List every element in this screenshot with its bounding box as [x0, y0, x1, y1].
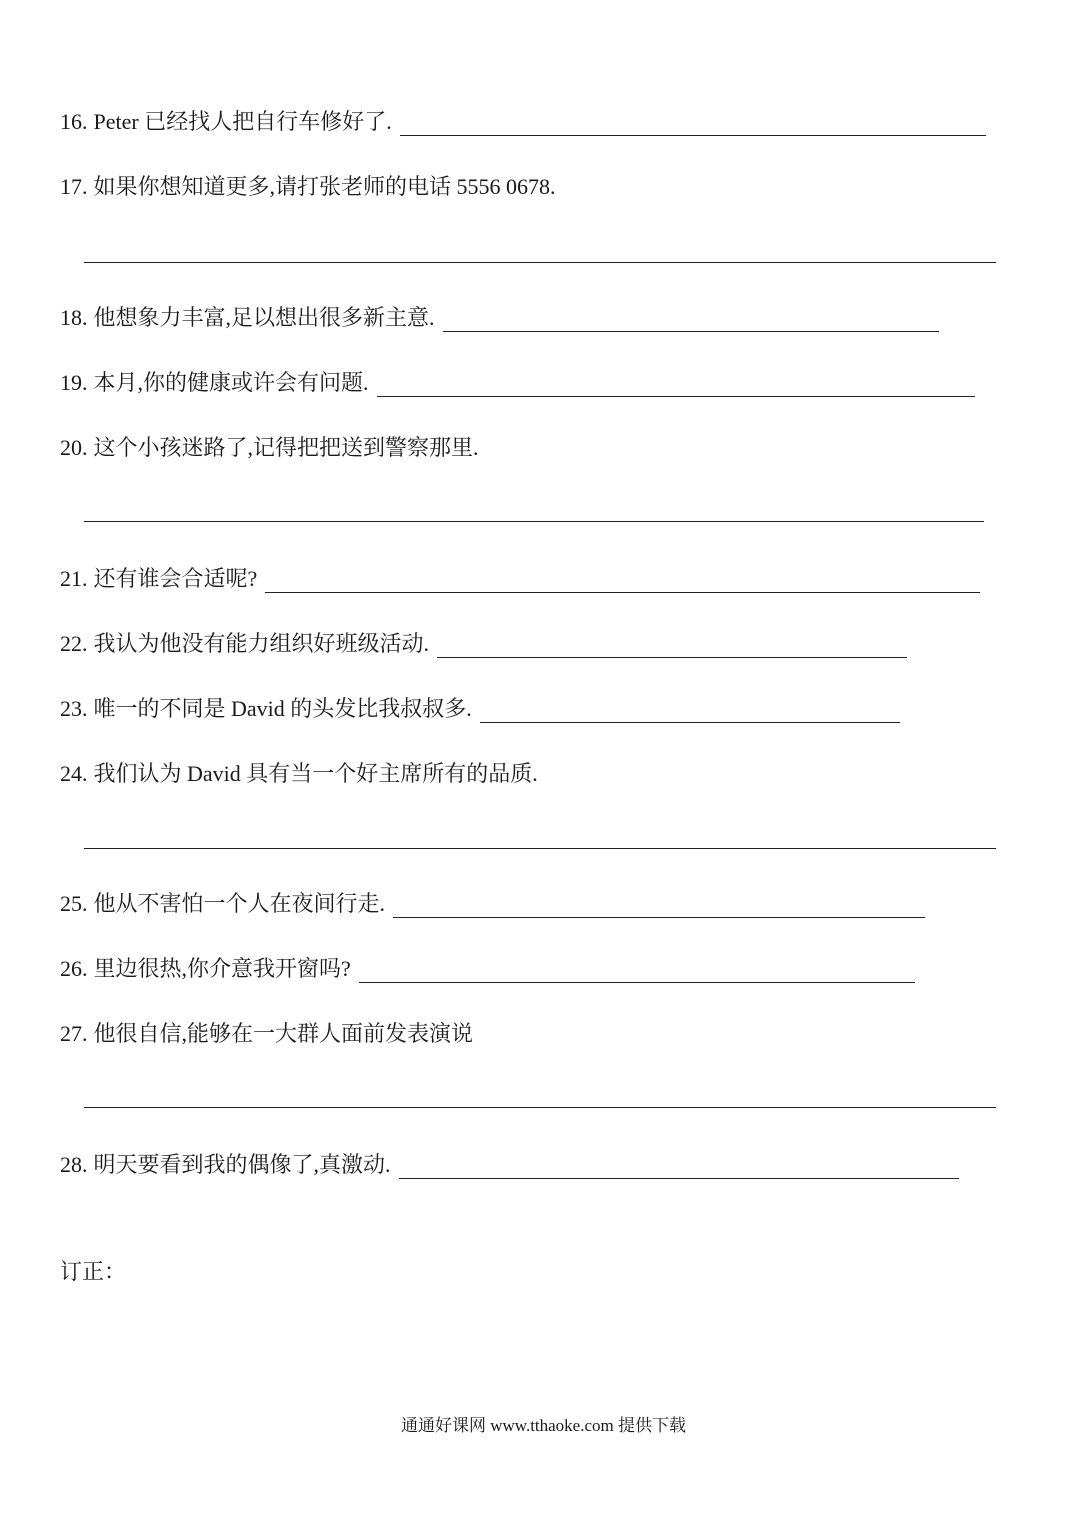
answer-blank[interactable] — [480, 702, 900, 723]
question-23 — [60, 695, 900, 723]
correction-label: 订正： — [60, 1259, 127, 1284]
answer-blank[interactable] — [393, 897, 925, 918]
question-text: 里边很热,你介意我开窗吗? — [93, 956, 351, 981]
question-21 — [60, 565, 980, 593]
answer-blank[interactable] — [443, 311, 939, 332]
question-28 — [60, 1151, 959, 1179]
question-text: 我们认为 David 具有当一个好主席所有的品质. — [93, 761, 538, 786]
answer-blank[interactable] — [265, 572, 980, 593]
question-number: 26. — [60, 956, 88, 981]
answer-line-17[interactable] — [84, 262, 996, 263]
question-text: 这个小孩迷路了,记得把把送到警察那里. — [93, 435, 479, 460]
question-22 — [60, 630, 907, 658]
question-text: 我认为他没有能力组织好班级活动. — [93, 631, 430, 656]
answer-line-27[interactable] — [84, 1107, 996, 1108]
question-number: 20. — [60, 435, 88, 460]
answer-blank[interactable] — [437, 637, 907, 658]
question-25 — [60, 890, 925, 918]
question-text: Peter 已经找人把自行车修好了. — [93, 109, 392, 134]
question-number: 17. — [60, 174, 88, 199]
question-text: 还有谁会合适呢? — [93, 566, 258, 591]
answer-blank[interactable] — [399, 1158, 959, 1179]
question-19 — [60, 369, 975, 397]
question-text: 如果你想知道更多,请打张老师的电话 5556 0678. — [93, 174, 556, 199]
question-text: 本月,你的健康或许会有问题. — [93, 370, 369, 395]
question-16 — [60, 108, 986, 136]
question-number: 24. — [60, 761, 88, 786]
answer-blank[interactable] — [400, 115, 986, 136]
question-text: 唯一的不同是 David 的头发比我叔叔多. — [93, 696, 472, 721]
answer-blank[interactable] — [377, 376, 975, 397]
question-number: 23. — [60, 696, 88, 721]
footer-text: 通通好课网 www.tthaoke.com 提供下载 — [400, 1416, 687, 1435]
question-number: 27. — [60, 1021, 88, 1046]
question-text: 明天要看到我的偶像了,真激动. — [93, 1152, 391, 1177]
question-number: 21. — [60, 566, 88, 591]
question-text: 他从不害怕一个人在夜间行走. — [93, 891, 386, 916]
answer-line-24[interactable] — [84, 848, 996, 849]
question-27 — [60, 1020, 473, 1048]
question-26 — [60, 955, 915, 983]
question-20 — [60, 434, 479, 462]
answer-blank[interactable] — [359, 962, 915, 983]
question-number: 28. — [60, 1152, 88, 1177]
question-17 — [60, 173, 556, 201]
question-number: 18. — [60, 305, 88, 330]
question-number: 22. — [60, 631, 88, 656]
question-18 — [60, 304, 939, 332]
question-number: 19. — [60, 370, 88, 395]
question-text: 他想象力丰富,足以想出很多新主意. — [93, 305, 435, 330]
question-24 — [60, 760, 538, 788]
question-text: 他很自信,能够在一大群人面前发表演说 — [93, 1021, 474, 1046]
question-number: 25. — [60, 891, 88, 916]
answer-line-20[interactable] — [84, 521, 984, 522]
question-number: 16. — [60, 109, 88, 134]
